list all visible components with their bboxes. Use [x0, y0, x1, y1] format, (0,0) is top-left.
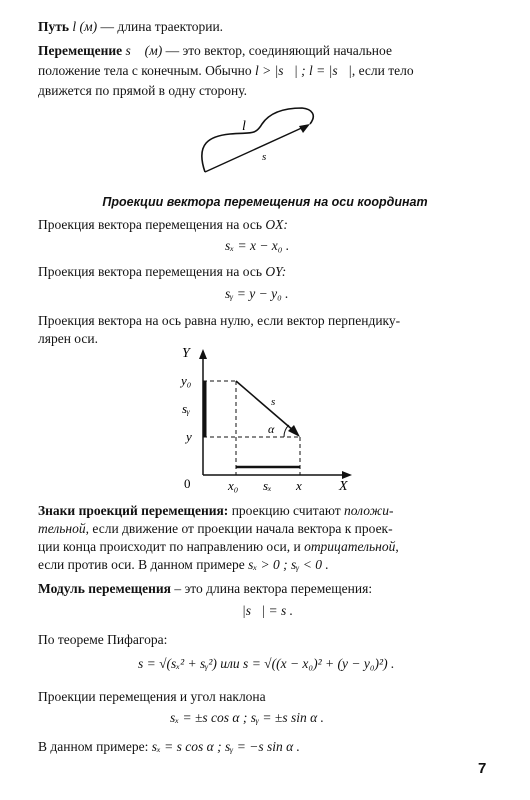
y-label: y: [186, 429, 192, 444]
displacement-symbol: s⃗ (м): [122, 43, 166, 58]
negative-word: отрицательной: [304, 539, 396, 554]
x0-label: x₀: [228, 478, 239, 493]
signs-line1-text: проекцию считают: [228, 503, 345, 518]
signs-line3-comma: ,: [395, 539, 399, 554]
zero-projection-line1: Проекция вектора на ось равна нулю, если вектор перпендику-: [38, 313, 401, 328]
signs-line1: [38, 502, 508, 520]
displacement-line2-end: , если тело: [351, 63, 414, 78]
displacement-definition: [38, 42, 498, 60]
projection-oy-formula: sᵧ = y − y₀ .: [225, 286, 289, 301]
trajectory-label: l: [242, 119, 246, 134]
signs-term: Знаки проекций перемещения:: [38, 503, 229, 518]
origin-label: 0: [184, 476, 191, 491]
angle-formula: sₓ = ±s cos α ; sᵧ = ±s sin α .: [170, 710, 324, 725]
path-term: Путь: [38, 19, 70, 34]
modulus-formula: |s⃗| = s .: [242, 603, 294, 618]
displacement-arrowhead: [299, 124, 310, 133]
signs-example-formula: sₓ > 0 ; sᵧ < 0 .: [248, 557, 329, 572]
signs-line2-text: , если движение от проекции начала вектора к проек-: [85, 521, 393, 536]
projection-ox-label: Проекция вектора перемещения на ось: [38, 217, 266, 232]
alpha-label: α: [268, 422, 275, 436]
y-axis-arrow: [199, 349, 207, 359]
projection-oy-text: [38, 263, 498, 281]
y0-label: y₀: [181, 373, 192, 388]
signs-line4-text: если против оси. В данном примере: [38, 557, 249, 572]
signs-line4: [38, 556, 498, 574]
projection-oy-label: Проекция вектора перемещения на ось: [38, 264, 266, 279]
s-vector-label: s⃗: [271, 396, 284, 408]
section-heading: Проекции вектора перемещения на оси координат: [102, 195, 428, 209]
displacement-term: Перемещение: [38, 43, 123, 58]
x-axis-arrow: [342, 471, 352, 479]
x-label: x: [296, 478, 302, 493]
modulus-definition: [38, 580, 498, 598]
modulus-rest: – это длина вектора перемещения:: [170, 581, 373, 596]
displacement-line2: [38, 62, 498, 80]
example-formula: sₓ = s cos α ; sᵧ = −s sin α .: [151, 739, 300, 754]
positive-word-end: тельной: [38, 521, 86, 536]
pythagoras-formula: s = √(sₓ² + sᵧ²) или s = √((x − x₀)² + (y − y₀)²) .: [138, 656, 395, 671]
signs-line3-text: ции конца происходит по направлению оси, и: [38, 539, 305, 554]
page-number: 7: [478, 760, 487, 777]
y-axis-label: Y: [182, 346, 190, 361]
signs-line2: [38, 520, 498, 538]
displacement-vector: [205, 126, 306, 172]
example-line: [38, 738, 498, 756]
positive-word-start: положи-: [344, 503, 394, 518]
modulus-term: Модуль перемещения: [38, 581, 171, 596]
displacement-rest: — это вектор, соединяющий начальное: [165, 43, 392, 58]
projection-ox-text: [38, 216, 498, 234]
s-vector: [236, 381, 294, 431]
zero-projection-line2: лярен оси.: [38, 331, 98, 346]
path-rest: — длина траектории.: [100, 19, 224, 34]
sy-label: sᵧ: [182, 401, 191, 416]
projection-ox-formula: sₓ = x − x₀ .: [225, 238, 290, 253]
trajectory-curve: [202, 108, 313, 172]
axis-oy: OY:: [265, 264, 287, 279]
example-text: В данном примере:: [38, 739, 152, 754]
sx-label: sₓ: [263, 478, 272, 493]
displacement-line3: движется по прямой в одну сторону.: [38, 83, 247, 98]
path-symbol: l (м): [69, 19, 101, 34]
path-vs-displacement-formula: l > |s⃗| ; l = |s⃗|: [254, 63, 352, 78]
vector-label: s⃗: [262, 151, 275, 163]
pythagoras-text: По теореме Пифагора:: [38, 632, 168, 647]
displacement-line2-text: положение тела с конечным. Обычно: [38, 63, 255, 78]
angle-text: Проекции перемещения и угол наклона: [38, 689, 266, 704]
trajectory-figure: [0, 98, 530, 188]
path-definition: [38, 18, 498, 36]
axis-ox: OX:: [265, 217, 288, 232]
projection-graph: [0, 345, 530, 495]
x-axis-label: X: [339, 479, 348, 494]
signs-line3: [38, 538, 498, 556]
